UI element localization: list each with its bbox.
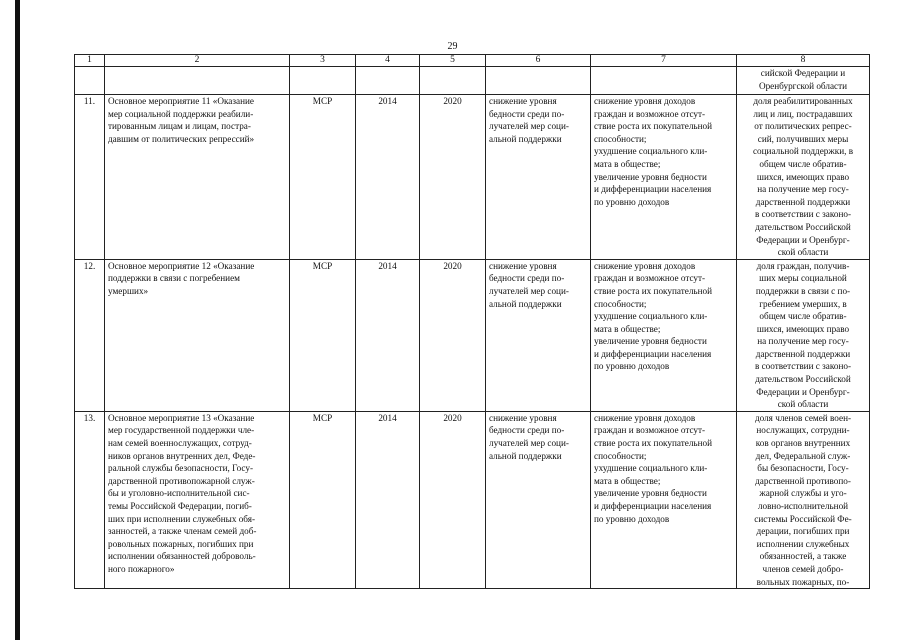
indicator-line: доля реабилитированных — [753, 96, 853, 106]
start-year-cell: 2014 — [356, 411, 420, 588]
indicator-line: социальной поддержки, в — [752, 146, 854, 157]
result-line: бедности среди по- — [489, 108, 565, 119]
event-line: занностей, а также членам семей доб- — [108, 526, 257, 537]
event-line: дарственной противопожарной служ- — [108, 475, 255, 486]
consequence-line: снижение уровня доходов — [594, 96, 696, 106]
consequence-line: мата в обществе; — [594, 158, 661, 169]
indicator-line: поддержки в связи с по- — [755, 285, 851, 296]
consequence-line: снижение уровня доходов — [594, 412, 696, 423]
result-line: альной поддержки — [489, 133, 562, 144]
continuation-row — [75, 67, 870, 95]
indicator-line: на получение мер госу- — [757, 184, 849, 195]
result-line: снижение уровня — [489, 412, 557, 423]
indicator-line: Федерации и Оренбург- — [756, 234, 850, 245]
indicator-line: ков органов внутренних — [755, 438, 851, 449]
event-line: ников органов внутренних дел, Феде- — [108, 450, 256, 461]
event-line: Основное мероприятие 11 «Оказание — [108, 96, 254, 106]
executor-cell: МСР — [290, 259, 356, 411]
end-year-cell: 2020 — [420, 95, 486, 260]
event-line: тированным лицам и лицам, постра- — [108, 121, 251, 132]
consequence-line: ухудшение социального кли- — [594, 311, 708, 322]
indicator-line: доля членов семей воен- — [754, 412, 852, 423]
indicator-line: в соответствии с законо- — [754, 209, 852, 220]
table-body — [75, 55, 870, 589]
indicator-line: ших меры социальной — [759, 273, 847, 284]
indicator-line: ской области — [777, 399, 829, 410]
indicator-line: от политических репрес- — [754, 121, 852, 132]
expected-result-cell — [486, 411, 591, 588]
event-line: давшим от политических репрессий» — [108, 133, 255, 144]
indicator-line: ской области — [777, 247, 829, 258]
consequence-line: увеличение уровня бедности — [594, 488, 707, 499]
event-name-cell — [105, 95, 290, 260]
consequence-line: ухудшение социального кли- — [594, 146, 708, 157]
column-number-row — [75, 55, 870, 67]
event-line: поддержки в связи с погребением — [108, 273, 240, 284]
event-name-cell — [105, 259, 290, 411]
continuation-line: Оренбургской области — [758, 80, 848, 91]
consequence-line: по уровню доходов — [594, 361, 670, 372]
column-number: 8 — [737, 55, 870, 67]
row-number-cell: 11. — [75, 95, 105, 260]
table-row — [75, 95, 870, 260]
column-number: 1 — [75, 55, 105, 67]
consequence-line: мата в обществе; — [594, 475, 661, 486]
indicator-line: дательством Российской — [755, 374, 851, 385]
indicator-line: дательством Российской — [755, 221, 851, 232]
result-line: альной поддержки — [489, 450, 562, 461]
consequence-line: мата в обществе; — [594, 323, 661, 334]
consequence-line: ствие роста их покупательной — [594, 438, 713, 449]
row-number-cell: 13. — [75, 411, 105, 588]
event-line: бы и уголовно-исполнительной сис- — [108, 488, 250, 499]
indicator-line: бы безопасности, Госу- — [757, 463, 849, 474]
result-line: лучателей мер соци- — [489, 285, 569, 296]
indicator-line: ловно-исполнительной — [757, 501, 849, 511]
start-year-cell: 2014 — [356, 95, 420, 260]
indicator-line: обязанностей, а также — [759, 551, 847, 562]
event-line: ного пожарного» — [108, 563, 175, 574]
column-number: 2 — [105, 55, 290, 67]
indicator-line: дарственной поддержки — [755, 196, 851, 207]
consequence-line: граждан и возможное отсут- — [594, 273, 706, 284]
continuation-line: сийской Федерации и — [760, 68, 846, 78]
consequence-line: ствие роста их покупательной — [594, 121, 713, 132]
program-events-table — [74, 54, 870, 589]
executor-cell: МСР — [290, 411, 356, 588]
consequence-cell — [591, 95, 737, 260]
column-number: 3 — [290, 55, 356, 67]
column-number: 7 — [591, 55, 737, 67]
indicator-cell — [737, 95, 870, 260]
result-line: лучателей мер соци- — [489, 121, 569, 132]
indicator-line: общем числе обратив- — [759, 311, 847, 322]
consequence-line: граждан и возможное отсут- — [594, 108, 706, 119]
indicator-line: на получение мер госу- — [757, 336, 849, 347]
executor-cell: МСР — [290, 95, 356, 260]
indicator-line: шихся, имеющих право — [756, 323, 850, 334]
event-line: умерших» — [108, 285, 149, 296]
indicator-line: исполнении служебных — [756, 538, 850, 549]
indicator-line: лиц и лиц, пострадавших — [753, 108, 853, 119]
consequence-cell — [591, 411, 737, 588]
consequence-line: увеличение уровня бедности — [594, 171, 707, 182]
indicator-cell — [737, 411, 870, 588]
result-line: альной поддержки — [489, 298, 562, 309]
event-line: ровольных пожарных, погибших при — [108, 538, 254, 549]
consequence-line: и дифференциации населения — [594, 184, 712, 195]
indicator-line: Федерации и Оренбург- — [756, 386, 850, 397]
indicator-line: дерации, погибших при — [756, 526, 850, 537]
indicator-line: системы Российской Фе- — [754, 513, 852, 524]
continuation-indicator-cell — [737, 67, 870, 95]
consequence-line: ухудшение социального кли- — [594, 463, 708, 474]
consequence-line: способности; — [594, 133, 647, 144]
indicator-line: доля граждан, получив- — [756, 260, 850, 271]
indicator-line: членов семей добро- — [762, 563, 844, 574]
event-line: Основное мероприятие 12 «Оказание — [108, 260, 255, 271]
consequence-line: и дифференциации населения — [594, 501, 712, 511]
consequence-line: увеличение уровня бедности — [594, 336, 707, 347]
table-row — [75, 411, 870, 588]
indicator-line: гребением умерших, в — [759, 298, 847, 309]
indicator-line: нослужащих, сотрудни- — [756, 425, 850, 436]
table-row — [75, 259, 870, 411]
event-line: ших при исполнении служебных обя- — [108, 513, 256, 524]
end-year-cell: 2020 — [420, 411, 486, 588]
consequence-cell — [591, 259, 737, 411]
column-number: 5 — [420, 55, 486, 67]
indicator-line: дарственной поддержки — [755, 348, 851, 359]
event-line: Основное мероприятие 13 «Оказание — [108, 412, 255, 423]
consequence-line: снижение уровня доходов — [594, 260, 696, 271]
result-line: снижение уровня — [489, 260, 557, 271]
consequence-line: ствие роста их покупательной — [594, 285, 713, 296]
event-line: мер социальной поддержки реабили- — [108, 108, 254, 119]
row-number-cell: 12. — [75, 259, 105, 411]
indicator-line: сий, получивших меры — [757, 133, 849, 144]
result-line: бедности среди по- — [489, 273, 565, 284]
end-year-cell: 2020 — [420, 259, 486, 411]
indicator-line: дарственной противопо- — [755, 475, 851, 486]
result-line: бедности среди по- — [489, 425, 565, 436]
expected-result-cell — [486, 95, 591, 260]
indicator-line: общем числе обратив- — [759, 158, 847, 169]
indicator-line: в соответствии с законо- — [754, 361, 852, 372]
event-name-cell — [105, 411, 290, 588]
expected-result-cell — [486, 259, 591, 411]
indicator-line: шихся, имеющих право — [756, 171, 850, 182]
event-line: темы Российской Федерации, погиб- — [108, 501, 252, 511]
indicator-line: жарной службы и уго- — [759, 488, 847, 499]
consequence-line: по уровню доходов — [594, 513, 670, 524]
event-line: нам семей военнослужащих, сотруд- — [108, 438, 252, 449]
event-line: исполнении обязанностей доброволь- — [108, 551, 256, 562]
consequence-line: по уровню доходов — [594, 196, 670, 207]
start-year-cell: 2014 — [356, 259, 420, 411]
consequence-line: способности; — [594, 450, 647, 461]
indicator-cell — [737, 259, 870, 411]
indicator-line: дел, Федеральной служ- — [755, 450, 851, 461]
column-number: 6 — [486, 55, 591, 67]
column-number: 4 — [356, 55, 420, 67]
consequence-line: граждан и возможное отсут- — [594, 425, 706, 436]
event-line: ральной службы безопасности, Госу- — [108, 463, 254, 474]
indicator-line: вольных пожарных, по- — [756, 576, 850, 587]
result-line: лучателей мер соци- — [489, 438, 569, 449]
consequence-line: и дифференциации населения — [594, 348, 712, 359]
event-line: мер государственной поддержки чле- — [108, 425, 255, 436]
result-line: снижение уровня — [489, 96, 557, 106]
scan-edge-mark — [15, 0, 20, 640]
page-number: 29 — [447, 41, 458, 52]
consequence-line: способности; — [594, 298, 647, 309]
